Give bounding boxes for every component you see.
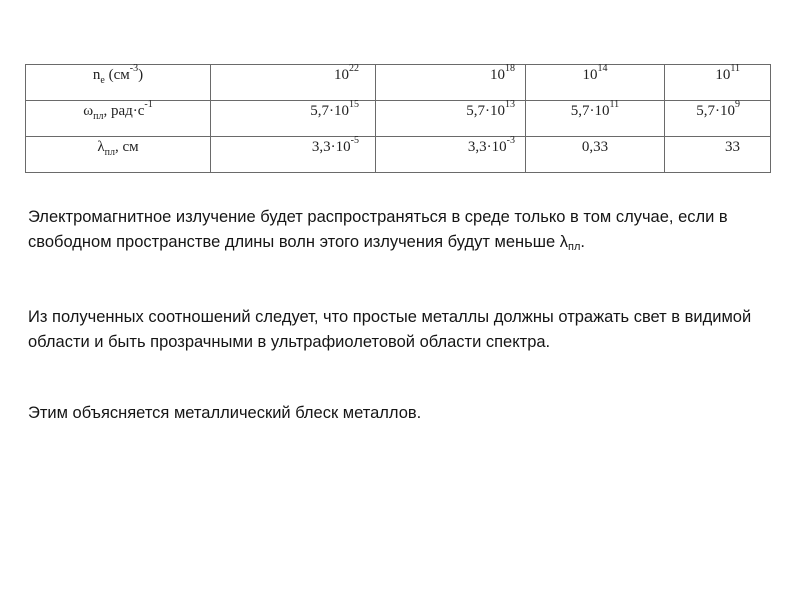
paragraph-propagation-condition: Электромагнитное излучение будет распространяться в среде только в том случае, если в свободном пространстве длины волн этого излучения будут меньше $\lambda_{пл}$.	[28, 208, 728, 253]
row-label-lambda: $\lambda_{пл}$, см	[26, 137, 211, 173]
table-cell: 33	[665, 137, 771, 173]
table-cell: $10^{22}$	[211, 65, 376, 101]
row-label-omega: $\omega_{пл}$, $рад\cdot с^{-1}$	[26, 101, 211, 137]
paragraph-metals-reflection: Из полученных соотношений следует, что простые металлы должны отражать свет в видимой области и быть прозрачными в ультрафиолетовой области спектра.	[28, 308, 752, 351]
table-cell: $10^{14}$	[526, 65, 665, 101]
table-cell: $10^{11}$	[665, 65, 771, 101]
table-row-plasma-wavelength	[26, 137, 771, 173]
data-table	[25, 64, 771, 173]
table-cell: $5,7\cdot 10^{13}$	[376, 101, 526, 137]
paragraph-metallic-luster: Этим объясняется металлический блеск металлов.	[28, 404, 422, 422]
table-cell: $5,7\cdot 10^9$	[665, 101, 771, 137]
table-cell: $5,7\cdot 10^{11}$	[526, 101, 665, 137]
table-cell: $3,3\cdot 10^{-3}$	[376, 137, 526, 173]
table-row-plasma-frequency	[26, 101, 771, 137]
plasma-frequency-table	[25, 64, 771, 170]
table-cell: $5,7\cdot 10^{15}$	[211, 101, 376, 137]
table-cell: $10^{18}$	[376, 65, 526, 101]
table-row-electron-density	[26, 65, 771, 101]
row-label-ne: $n_e$ $(см^{-3})$	[26, 65, 211, 101]
table-cell: 0,33	[526, 137, 665, 173]
table-cell: $3,3\cdot 10^{-5}$	[211, 137, 376, 173]
